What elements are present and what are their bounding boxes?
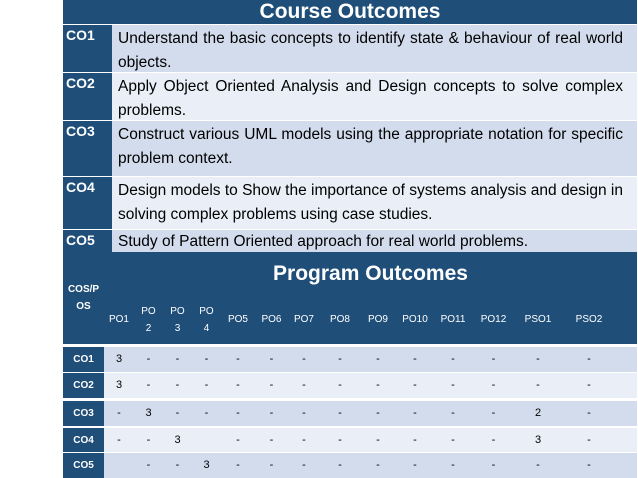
po-cell: - [175, 379, 180, 391]
po-cell: - [302, 459, 306, 471]
po-column-header: PO5 [227, 314, 248, 325]
po-cell: - [175, 353, 180, 365]
po-cell: - [491, 459, 496, 471]
co-row-4 [63, 176, 637, 229]
po-cell: - [338, 353, 342, 365]
po-cell: - [236, 459, 240, 471]
po-cell [192, 428, 221, 453]
po-cell: - [302, 353, 306, 365]
po-cell: - [491, 353, 496, 365]
co-id: CO3 [63, 121, 112, 176]
po-cell: - [413, 434, 417, 446]
po-cell: - [451, 434, 455, 446]
po-cell: - [204, 407, 209, 419]
po-table-row [63, 372, 637, 398]
po-row-id: CO1 [63, 347, 104, 372]
po-cell: - [117, 407, 121, 419]
po-cell: - [204, 379, 209, 391]
po-cell: - [451, 407, 455, 419]
co-id: CO1 [63, 25, 112, 72]
co-description: Understand the basic concepts to identify state & behaviour of real world objects. [112, 25, 637, 72]
po-cell: - [451, 379, 455, 391]
po-cell: - [269, 459, 274, 471]
po-column-header: PO12 [480, 314, 507, 325]
po-cell: 2 [534, 407, 542, 419]
po-cell: - [491, 434, 496, 446]
po-row-id: CO2 [63, 373, 104, 398]
co-description: Design models to Show the importance of systems analysis and design in solving complex problems using case studies. [112, 177, 637, 229]
po-cell: 3 [115, 353, 123, 365]
po-cell: - [491, 379, 496, 391]
co-id: CO2 [63, 73, 112, 120]
po-cell: - [536, 379, 540, 391]
po-cell: - [302, 407, 306, 419]
po-cell: - [413, 459, 417, 471]
po-cell: - [536, 353, 540, 365]
po-row-cells [104, 347, 637, 372]
po-cell: - [376, 459, 380, 471]
po-cell [104, 453, 134, 478]
po-cell: - [269, 407, 274, 419]
po-cell: - [587, 407, 591, 419]
co-description: Apply Object Oriented Analysis and Design concepts to solve complex problems. [112, 73, 637, 120]
po-cell: - [587, 379, 591, 391]
po-cell: - [451, 353, 455, 365]
po-cell: - [269, 434, 274, 446]
po-table-row [63, 452, 637, 478]
po-cell: - [413, 379, 417, 391]
po-cell: - [536, 459, 540, 471]
po-cell: - [338, 379, 342, 391]
po-cell: - [376, 407, 380, 419]
cos-pos-header: COS/P OS [63, 252, 104, 344]
po-cell: - [338, 459, 342, 471]
po-column-header: PO10 [402, 314, 428, 325]
po-cell: - [302, 434, 306, 446]
po-cell: 3 [145, 407, 152, 419]
program-outcomes-title: Program Outcomes [104, 252, 637, 295]
po-cell: - [338, 407, 342, 419]
po-row-cells [104, 401, 637, 426]
po-table-row [63, 400, 637, 426]
co-row-5 [63, 229, 637, 253]
po-cell: 3 [115, 379, 123, 391]
po-cell: - [146, 434, 151, 446]
po-cell: - [587, 459, 591, 471]
po-cell: - [451, 459, 455, 471]
po-table-row [63, 346, 637, 372]
co-description: Construct various UML models using the appropriate notation for specific problem context. [112, 121, 637, 176]
po-column-header: PO6 [261, 314, 282, 325]
po-cell: 3 [203, 459, 210, 471]
co-row-2 [63, 72, 637, 120]
po-row-id: CO5 [63, 453, 104, 478]
po-cell: - [146, 353, 151, 365]
po-cell: - [236, 434, 240, 446]
po-cell: - [302, 379, 306, 391]
po-row-cells [104, 428, 637, 453]
po-cell: - [587, 434, 591, 446]
po-row-cells [104, 373, 637, 398]
po-column-header: PO9 [367, 314, 388, 325]
po-cell: - [269, 353, 274, 365]
po-cell: - [587, 353, 591, 365]
po-column-header: PO1 [108, 314, 129, 325]
po-cell: - [204, 353, 209, 365]
course-outcomes-title: Course Outcomes [63, 0, 637, 24]
po-column-header: PO 4 [199, 305, 214, 334]
po-cell: - [376, 379, 380, 391]
po-cell: - [338, 434, 342, 446]
po-cell: - [236, 353, 240, 365]
po-cell: 3 [534, 434, 542, 446]
po-cell: - [236, 379, 240, 391]
po-column-header: PO 2 [141, 305, 156, 334]
co-id: CO5 [63, 230, 112, 253]
po-cell: - [146, 379, 151, 391]
po-cell: - [376, 353, 380, 365]
co-description: Study of Pattern Oriented approach for real world problems. [112, 230, 637, 253]
po-cell: - [175, 459, 180, 471]
po-cell: 3 [174, 434, 181, 446]
po-column-header: PO 3 [170, 305, 185, 334]
po-row-id: CO3 [63, 401, 104, 426]
po-column-header: PSO2 [575, 314, 603, 325]
po-cell: - [146, 459, 151, 471]
po-cell: - [413, 407, 417, 419]
po-column-header: PO8 [329, 314, 350, 325]
po-row-cells [104, 453, 637, 478]
po-cell: - [413, 353, 417, 365]
po-table-row [63, 427, 637, 453]
po-cell: - [175, 407, 180, 419]
co-row-3 [63, 120, 637, 176]
po-cell: - [236, 407, 240, 419]
po-cell: - [376, 434, 380, 446]
po-cell: - [491, 407, 496, 419]
po-column-header: PSO1 [524, 314, 552, 325]
po-row-id: CO4 [63, 428, 104, 453]
po-header-row [104, 295, 637, 344]
co-id: CO4 [63, 177, 112, 229]
po-column-header: PO7 [293, 314, 314, 325]
co-row-1 [63, 24, 637, 72]
po-column-header: PO11 [440, 314, 466, 325]
po-cell: - [117, 434, 121, 446]
po-cell: - [269, 379, 274, 391]
